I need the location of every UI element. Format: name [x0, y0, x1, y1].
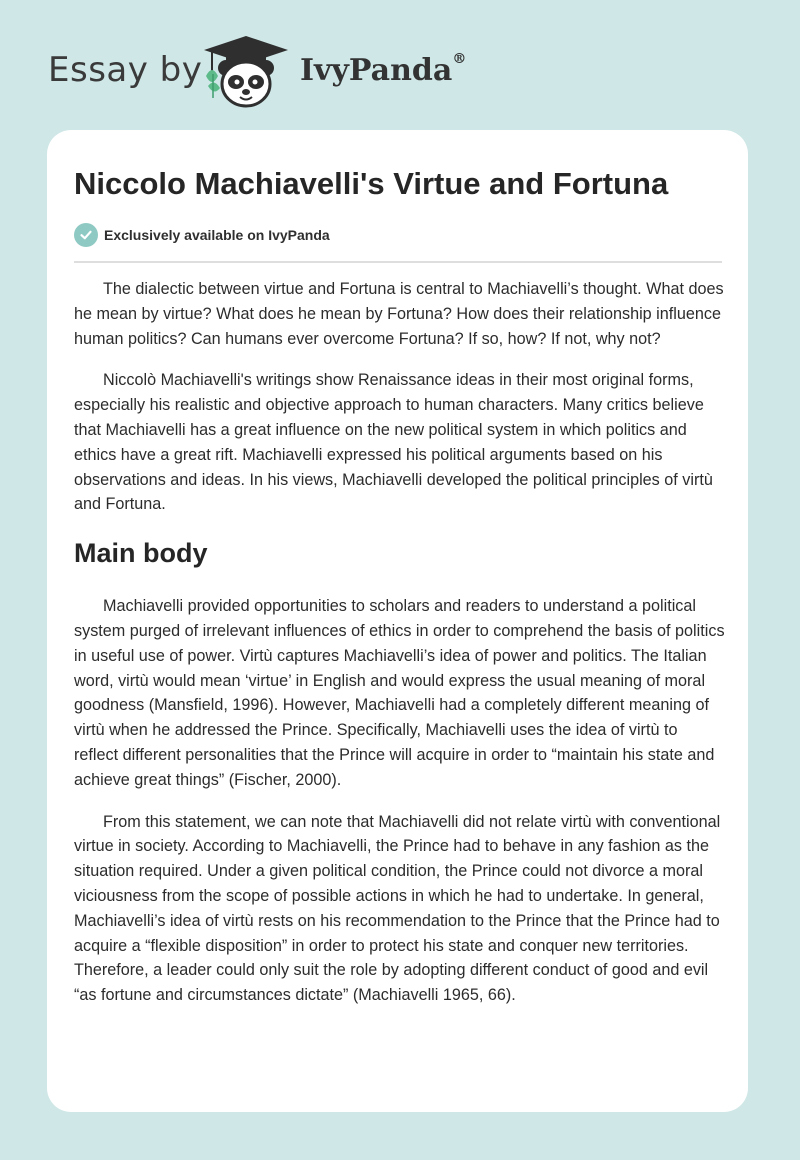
page-title: Niccolo Machiavelli's Virtue and Fortuna [74, 166, 669, 201]
essay-card [47, 130, 748, 1112]
divider [74, 261, 722, 263]
section-heading: Main body [74, 538, 208, 569]
article-body [74, 277, 726, 1025]
check-icon [74, 223, 98, 247]
brand-name[interactable] [300, 53, 466, 88]
essay-by-label: Essay by [48, 50, 203, 90]
panda-logo-icon[interactable] [200, 34, 292, 110]
brand-text: IvyPanda [300, 53, 453, 88]
site-header [0, 0, 800, 120]
paragraph: Niccolò Machiavelli's writings show Renaissance ideas in their most original forms, especially his realistic and objective approach to human characters. Many critics believe that Machiavelli has a great influence on the new political system in which politics and ethics have a great rift. Machiavelli expressed his political arguments based on his observations and ideas. In his views, Machiavelli developed the political principles of virtù and Fortuna. [74, 371, 713, 514]
paragraph: From this statement, we can note that Machiavelli did not relate virtù with conventional virtue in society. According to Machiavelli, the Prince had to behave in any fashion as the situation required. Under a given political condition, the Prince could not divorce a moral viciousness from the scope of possible actions in which he had to undertake. In general, Machiavelli’s idea of virtù rests on his recommendation to the Prince that the Prince had to acquire a “flexible disposition” in order to protect his state and conquer new territories. Therefore, a leader could only suit the role by adopting different conduct of good and evil “as fortune and circumstances dictate” (Machiavelli 1965, 66). [74, 812, 721, 1005]
exclusive-badge [74, 222, 330, 248]
registered-mark: ® [452, 51, 467, 67]
paragraph: The dialectic between virtue and Fortuna is central to Machiavelli’s thought. What does he mean by virtue? What does he mean by Fortuna? How does their relationship influence human politics? Can humans ever overcome Fortuna? If so, how? If not, why not? [74, 280, 724, 348]
badge-label: Exclusively available on IvyPanda [104, 227, 330, 243]
paragraph: Machiavelli provided opportunities to scholars and readers to understand a political system purged of irrelevant influences of ethics in order to comprehend the basis of politics in useful use of power. Virtù captures Machiavelli’s idea of power and politics. The Italian word, virtù would mean ‘virtue’ in English and would express the usual meaning of moral goodness (Mansfield, 1996). However, Machiavelli had a completely different meaning of virtù when he addressed the Prince. Specifically, Machiavelli uses the idea of virtù to reflect different personalities that the Prince will acquire in order to “maintain his state and achieve great things” (Fischer, 2000). [74, 597, 725, 789]
